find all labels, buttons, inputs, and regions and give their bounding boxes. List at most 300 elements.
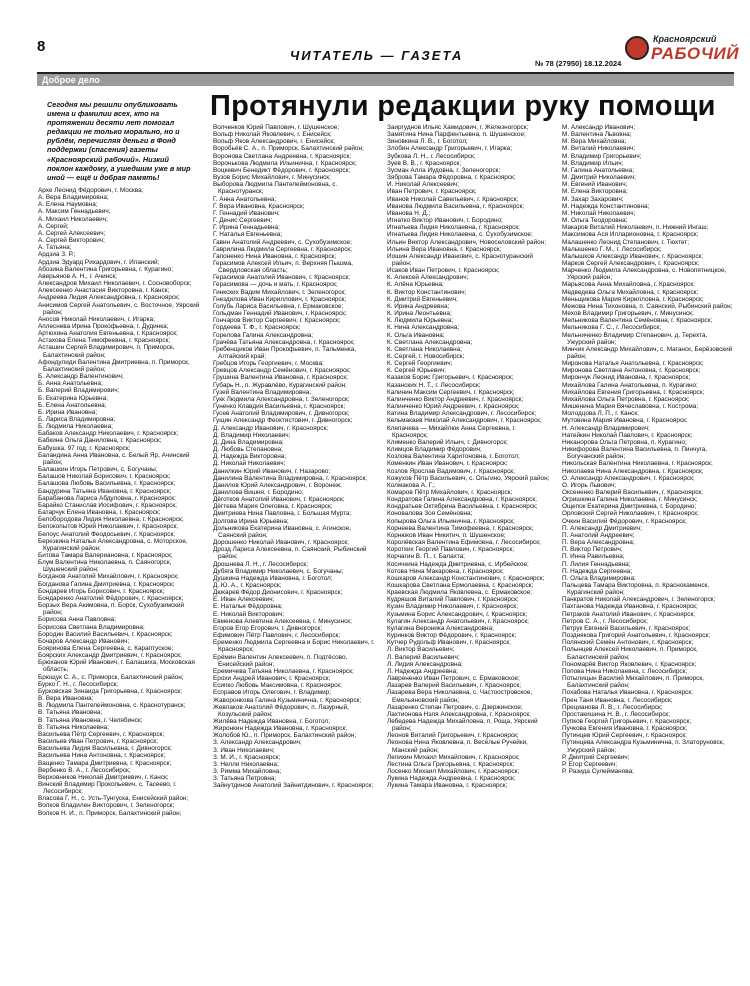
donor-entry: Калинченко Юрий Андреевич, г. Красноярск; xyxy=(387,403,520,411)
donor-entry: Мельникова Валентина Семёновна, г. Красноярск; xyxy=(562,317,713,325)
donor-entry: Косичкина Надежда Дмитриевна, с. Ирбейское; xyxy=(387,560,529,568)
donor-entry: Д. Дина Владимировна; xyxy=(213,438,284,446)
donor-entry: Зусман Алла Иудовна, г. Зеленогорск; xyxy=(387,166,501,174)
donor-entry: Губарь Н., п. Журавлёво, Курагинский район; xyxy=(213,381,347,389)
donor-entry: Е. Иван Алексеевич; xyxy=(213,596,275,604)
donor-entry: В. Татьяна Николаевна; xyxy=(38,723,109,731)
donor-entry: А. Михаил Николаевич; xyxy=(38,215,108,223)
donor-entry: Воробьёв С. А., п. Приморск, Балахтинский район; xyxy=(213,145,364,153)
donor-entry: Есправов Игорь Олегович, г. Владимир; xyxy=(213,689,332,697)
donor-entry: Лахтионова Нэля Александровна, г. Красноярск; xyxy=(387,710,531,718)
donor-entry: К. Светлана Александровна; xyxy=(387,338,473,346)
donor-entry: Вольф Николай Яковлевич, г. Енисейск; xyxy=(213,131,332,139)
donor-entry: Петрук Евгений Васильевич, г. Красноярск; xyxy=(562,624,690,632)
donor-entry: Лукина Надежда Андреевна, г. Красноярск; xyxy=(387,775,516,783)
donor-entry: Винский Владимир Прокопьевич, с. Тасеево, г. Лесосибирск; xyxy=(38,780,177,796)
donor-entry: Климцов Владимир Фёдорович; xyxy=(387,446,482,454)
donor-entry: Орловский Сергей Николаевич, г. Красноярск; xyxy=(562,510,699,518)
donor-entry: З. Нелли Николаевна; xyxy=(213,760,279,768)
donor-entry: Д. Надежда Викторовна; xyxy=(213,453,287,461)
donor-entry: В. Людмила Пантелеймоновна, с. Краснотуранск; xyxy=(38,702,186,710)
donor-entry: Ващенко Тамара Дмитриевна, г. Красноярск; xyxy=(38,759,172,767)
donor-entry: З. Татьяна Петровна; xyxy=(213,775,277,783)
donor-entry: Голубь Лариса Васильевна, г. Ермаковское; xyxy=(213,302,344,310)
donor-entry: Балашова Любовь Васильевна, г. Красноярск; xyxy=(38,480,176,488)
donor-entry: Корнеева Валентина Тимофеевна, г. Красноярск; xyxy=(387,524,534,532)
donor-entry: Б. Лариса Владимировна; xyxy=(38,416,116,423)
donor-entry: К. Дмитрий Евгеньевич; xyxy=(387,295,458,303)
donor-entry: Р. Егор Сергеевич; xyxy=(562,760,618,768)
donor-entry: М. Вера Михайловна; xyxy=(562,138,627,146)
logo-emblem-icon xyxy=(625,36,649,60)
donor-entry: Петраков Анатолий Иванович, г. Красноярск; xyxy=(562,610,696,618)
donor-entry: Жиронкин Надежда Ивановна, г. Красноярск; xyxy=(213,725,348,733)
donor-entry: Блум Валентина Николаевна, п. Саяногорск, Шушенский район; xyxy=(38,559,172,574)
donor-entry: Натейкин Николай Павлович, г. Красноярск; xyxy=(562,431,693,439)
donor-entry: Г. Денис Сергеевич; xyxy=(213,217,273,225)
donor-entry: Гольдман Геннадий Иванович, г. Красноярск; xyxy=(213,310,347,318)
donor-entry: М. Елена Викторовна; xyxy=(562,188,628,196)
donor-entry: Зяброва Тамара Фёдоровна, г. Красноярск; xyxy=(387,174,516,182)
donor-entry: М. Ольга Теодоровна; xyxy=(562,217,628,225)
donor-entry: Жолобов Ю., п. Приморск, Балахтинский район; xyxy=(213,732,357,740)
donor-entry: К. Ирина Андреевна; xyxy=(387,302,450,310)
donor-entry: Зиновкина Л. В., г. Боготол; xyxy=(387,138,468,146)
donor-entry: Дёготков Анатолий Иванович, г. Красноярск; xyxy=(213,496,345,504)
donor-entry: Путинцева Александра Кузьминична, п. Златоруновск, Ужурский район; xyxy=(562,739,725,754)
donor-entry: Казанских Н. Т., г. Лесосибирск; xyxy=(387,381,481,389)
donor-entry: Бабушка, 97 год, г. Красноярск; xyxy=(38,444,131,452)
donor-entry: Власова Г. Н., с. Усть-Тунгуска, Енисейский район; xyxy=(38,795,189,803)
donor-entry: Андреева Лидия Александровна, г. Красноярск; xyxy=(38,294,180,302)
donor-entry: Меньщикова Мария Кирилловна, г. Красноярск; xyxy=(562,295,704,303)
donor-entry: Гущин Александр Феоктистович, г. Дивногорск; xyxy=(213,417,353,425)
donor-entry: Дмитриева Нина Павловна, г. Большая Мурта; xyxy=(213,510,352,518)
donor-entry: Корчагин В. П., г. Балахта; xyxy=(387,553,465,561)
donor-entry: Краевская Людмила Яковлевна, с. Ермаковское; xyxy=(387,589,533,597)
donor-entry: Гордеева Т. Ф., г. Красноярск; xyxy=(213,324,301,332)
donor-entry: Козлов Ярослав Вадимович, г. Красноярск; xyxy=(387,467,515,475)
donor-entry: Мирончук Леонид Ивановна, г. Красноярск; xyxy=(562,374,691,382)
donor-entry: Архе Леонид Фёдорович, г. Москва; xyxy=(38,187,144,194)
donor-entry: Данилов Юрий Александрович, г. Воронеж; xyxy=(213,481,342,489)
donor-entry: Кожухов Пётр Васильевич, с. Ольгино, Уярский район; xyxy=(387,474,550,482)
donor-entry: Л. Надежда Андреевна; xyxy=(387,667,458,675)
donor-entry: Боярских Александр Дмитриевич, г. Красноярск; xyxy=(38,652,182,660)
donor-entry: Л. Виктор Васильевич; xyxy=(387,646,455,654)
donor-entry: М. Дмитрий Николаевич; xyxy=(562,174,636,182)
donor-entry: Ерохи Андрей Иванович, г. Красноярск; xyxy=(213,675,331,683)
donor-entry: Гузей Валентина Владимировна; xyxy=(213,388,312,396)
donor-entry: П. Надежда Сергеевна; xyxy=(562,567,633,575)
article-headline: Протянули редакции руку помощи xyxy=(210,90,716,122)
donor-entry: К. Виктор Константинович; xyxy=(387,288,467,296)
donor-entry: Герасимов Анатолий Иванович, г. Красноярск; xyxy=(213,274,351,282)
donor-entry: А. Сергей Викторович; xyxy=(38,237,105,245)
donor-entry: А. Вера Владимировна; xyxy=(38,194,109,202)
donor-entry: Пупков Георгий Григорьевич, г. Красноярск; xyxy=(562,717,692,725)
donor-entry: М. Надежда Константиновна; xyxy=(562,202,650,210)
donor-entry: Максимова Ася Илларионовна, г. Красноярск; xyxy=(562,231,699,239)
donor-entry: П. Лилия Геннадьевна; xyxy=(562,560,631,568)
donor-entry: Зуев В. В., г. Красноярск; xyxy=(387,159,462,167)
donor-entry: Д. Владимир Николаевич; xyxy=(213,431,291,439)
donor-entry: Кузин Владимир Николаевич, г. Красноярск; xyxy=(387,603,519,611)
article-intro: Сегодня мы решили опубликовать имена и фамилии всех, кто на протяжении десяти лет помогал редакции не только морально, но и рублём, перечисляя деньги в Фонд поддержки (спасения) газеты «Красноярский рабочий». Низкий поклон каждому, а ушедшим уже в мир иной — ещё и добрая память! xyxy=(47,100,191,182)
donor-entry: Батарчук Елена Ивановна, г. Красноярск; xyxy=(38,509,161,517)
donor-entry: Евменова Алевтина Алексеевна, г. Минусинск; xyxy=(213,617,352,625)
donor-entry: А. Сергей; xyxy=(38,222,69,230)
donor-entry: Клепачева — Михайлюк Анна Сергеевна, г. Красноярск; xyxy=(387,424,516,439)
donor-entry: Кельмакаев Николай Александрович, г. Красноярск; xyxy=(387,417,542,425)
donor-entry: Очкин Василий Фёдорович, г. Красноярск; xyxy=(562,517,687,525)
donor-entry: Коротких Георгий Павлович, г. Красноярск; xyxy=(387,546,515,554)
donor-entry: Дёгтева Мария Олеговна, г. Красноярск; xyxy=(213,503,333,511)
donor-entry: Марьясова Анна Михайловна, г. Красноярск; xyxy=(562,281,695,289)
donor-entry: Лаврененко Иван Петрович, с. Ермаковское; xyxy=(387,675,520,683)
donor-entry: Д. Александр Иванович, г. Красноярск; xyxy=(213,424,329,432)
donor-entry: Бояринова Елена Сергеевна, с. Караптуское; xyxy=(38,645,174,652)
donor-entry: П. Анатолий Андреевич; xyxy=(562,531,635,539)
donor-entry: Кулагина Вероника Александровна; xyxy=(387,624,494,632)
donor-entry: Барабанова Лариса Абдуловна, г. Красноярск; xyxy=(38,494,176,502)
donor-entry: Малышенко Г. М., г. Лесосибирск; xyxy=(562,245,662,253)
donor-entry: Душкина Надежда Ивановна, г. Боготол; xyxy=(213,574,333,582)
donor-entry: Прен Таня Ивановна, г. Лесосибирск; xyxy=(562,696,673,704)
donor-entry: А. Сергей Алексеевич; xyxy=(38,229,106,237)
donor-entry: В. Татьяна Ивановна; xyxy=(38,709,103,717)
donor-entry: Жилёва Надежда Ивановна, г. Боготол; xyxy=(213,717,330,725)
donor-entry: Лазарева Вера Николаевна, с. Частоостровское, Емельяновский район; xyxy=(387,689,533,704)
rubric-label: Доброе дело xyxy=(42,75,100,85)
donor-entry: Петров С. А., г. Лесосибирск; xyxy=(562,617,648,625)
donor-entry: Никольская Валентина Николаевна, г. Красноярск; xyxy=(562,460,713,468)
donor-entry: Васильева Лидия Васильевна, г. Дивногорск; xyxy=(38,745,172,753)
donor-entry: Данилкин Юрий Иванович, г. Назарово; xyxy=(213,467,331,475)
donor-entry: А. Елена Наумовна; xyxy=(38,201,98,209)
donor-entry: Михайлова Галина Анатольевна, п. Курагино; xyxy=(562,381,698,389)
donor-entry: Замятина Нина Парфентьевна, п. Шушенское; xyxy=(387,131,526,139)
donor-entry: Дубяга Владимир Николаевич, с. Богучаны; xyxy=(213,567,344,575)
donor-entry: Березкина Наталья Александровна, с. Моторское, Курагинский район; xyxy=(38,537,188,552)
donor-entry: Бурко Г. Н., г. Лесосибирск; xyxy=(38,680,119,688)
names-column-3 xyxy=(387,124,552,790)
donor-entry: Б. Александр Валентинович; xyxy=(38,373,124,381)
donor-entry: П. Ольга Владимировна; xyxy=(562,574,636,582)
donor-entry: Никанорова Ольга Петровна, п. Курагино; xyxy=(562,438,687,446)
donor-entry: Лосенко Михаил Михайлович, г. Красноярск; xyxy=(387,768,520,776)
donor-entry: Исаков Иван Петрович, г. Красноярск; xyxy=(387,267,500,275)
donor-entry: М. Захар Захарович; xyxy=(562,195,624,203)
donor-entry: Кондратова Галина Александровна, г. Красноярск; xyxy=(387,496,537,504)
newspaper-logo xyxy=(625,30,739,68)
donor-entry: Корнюков Иван Никитич, п. Шушенское; xyxy=(387,531,506,539)
donor-entry: Мельникова Г. С., г. Лесосибирск; xyxy=(562,324,662,332)
donor-entry: Заиргуднов Ильяс Хамидович, г. Железногорск; xyxy=(387,124,529,131)
donor-entry: Б. Анна Анатольевна; xyxy=(38,380,103,388)
donor-entry: Иван Петрович, г. Красноярск; xyxy=(387,188,477,196)
donor-entry: Воцкевич Бенедикт Фёдорович, г. Красноярск; xyxy=(213,166,351,174)
donor-entry: Огришкина Галина Николаевна, г. Минусинск; xyxy=(562,496,698,504)
donor-entry: Г. Анна Анатольевна; xyxy=(213,195,277,203)
donor-entry: Калинин Максим Сергеевич, г. Красноярск; xyxy=(387,388,515,396)
logo-text-top: Красноярский xyxy=(653,34,717,44)
donor-entry: Малашенко Леонид Степанович, г. Тюхтет; xyxy=(562,238,689,246)
donor-entry: Пальцева Тамара Викторовна, п. Краснокаменск, Курагинский район; xyxy=(562,582,710,597)
donor-entry: К. Людмила Юрьевна; xyxy=(387,317,454,325)
donor-entry: Мехов Владимир Григорьевич, г. Минусинск; xyxy=(562,310,694,318)
donor-entry: Гукк Людмила Александровна, г. Зеленогорск; xyxy=(213,395,350,403)
donor-entry: В. Татьяна Ивановна, г. Челябинск; xyxy=(38,716,143,724)
donor-entry: Пучкова Евгения Ивановна, г. Красноярск; xyxy=(562,725,688,733)
page-number: 8 xyxy=(37,38,46,55)
donor-entry: Гусев Анатолий Владимирович, г. Дивногорск; xyxy=(213,410,350,418)
donor-entry: Кондратьев Октябрина Васильевна, г. Красноярск; xyxy=(387,503,538,511)
donor-entry: Клименко Валерий Ильич, г. Дивногорск; xyxy=(387,438,508,446)
donor-entry: Долгова Ирина Юрьевна; xyxy=(213,517,289,525)
donor-entry: Бондарев Игорь Борисович, г. Красноярск; xyxy=(38,587,165,595)
donor-entry: Г. Ирина Геннадьевна; xyxy=(213,224,280,232)
donor-entry: Бочаров Александр Иванович; xyxy=(38,637,130,645)
donor-entry: П. Александр Дмитриевич; xyxy=(562,524,642,532)
donor-entry: Аносов Николай Николаевич, г. Игарка; xyxy=(38,315,155,323)
donor-entry: Кулагин Александр Анатольевич, г. Красноярск; xyxy=(387,617,529,625)
donor-entry: Е. Наталья Фёдоровна; xyxy=(213,603,283,611)
donor-entry: Вузов Борис Михайлович, г. Минусинск; xyxy=(213,174,331,182)
donor-entry: Бабкина Ольга Даниловна, г. Красноярск; xyxy=(38,437,162,445)
donor-entry: Выборова Людмила Пантелеймоновна, с. Краснотуранск; xyxy=(213,181,338,196)
donor-entry: М. Виталий Николаевич; xyxy=(562,145,636,153)
donor-entry: Алексеенко Анастасия Викторовна, г. Канск; xyxy=(38,287,170,295)
donor-entry: О. Александр Александрович, г. Красноярск; xyxy=(562,474,695,482)
donor-entry: Ефимович Пётр Павлович, г. Лесосибирск; xyxy=(213,632,341,640)
donor-entry: Ильина Вера Ивановна, г. Красноярск; xyxy=(387,245,502,253)
donor-entry: Михайлова Евгения Григорьевна, г. Красноярск; xyxy=(562,388,705,396)
donor-entry: Кошкарова Светлана Ермолаевна, г. Красноярск; xyxy=(387,582,534,589)
donor-entry: Гаврилина Людмила Сергеевна, г. Красноярск; xyxy=(213,245,352,253)
donor-entry: Пономарёв Виктор Яковлевич, г. Красноярск; xyxy=(562,660,697,668)
donor-entry: Леонов Виталий Григорьевич, г. Красноярск; xyxy=(387,732,519,740)
donor-entry: Колмакова А. Г.; xyxy=(387,481,435,489)
donor-entry: Прецианова Л. В., г. Лесосибирск; xyxy=(562,703,663,711)
donor-entry: Гребцов Игорь Георгиевич, г. Москва; xyxy=(213,360,324,368)
donor-entry: Барайко Станислав Иосифович, г. Красноярск; xyxy=(38,501,177,509)
donor-entry: Александров Михаил Николаевич, г. Сосновоборск; xyxy=(38,280,192,288)
donor-entry: Мишенина Мария Вячеславовна, г. Кострома; xyxy=(562,403,699,411)
section-title: ЧИТАТЕЛЬ — ГАЗЕТА xyxy=(290,48,464,63)
donor-entry: Н. Александр Владимирович; xyxy=(562,424,650,432)
donor-entry: Еременко Людмила Сергеевна и Борис Николаевич, г. Красноярск; xyxy=(213,639,375,654)
rubric-bar xyxy=(37,74,734,86)
donor-entry: Б. Людмила Николаевна; xyxy=(38,423,113,431)
donor-entry: Бабаков Александр Николаевич, г. Красноярск; xyxy=(38,430,179,438)
donor-entry: Катина Владимир Александрович, г. Лесосибирск; xyxy=(387,410,536,418)
donor-entry: Полынцев Алексей Николаевич, п. Приморск, Балахтинский район; xyxy=(562,646,698,661)
donor-entry: Ардзиа Эдуард Рихардович, г. Иланский; xyxy=(38,258,160,266)
donor-entry: Васильева Пётр Сергеевич, г. Красноярск; xyxy=(38,730,165,738)
donor-entry: З. Александр Александрович; xyxy=(213,739,302,747)
donor-entry: Медведева Ольга Михайловна, г. Красноярск; xyxy=(562,288,699,296)
donor-entry: Оксененко Валерий Васильевич, г. Красноярск; xyxy=(562,488,703,496)
donor-entry: Л. Лидия Александровна; xyxy=(387,660,463,668)
donor-entry: Белобородова Лидия Николаевна, г. Красноярск; xyxy=(38,516,184,524)
donor-entry: К. Алексей Александрович; xyxy=(387,274,469,282)
donor-entry: М. Николай Николаевич; xyxy=(562,209,636,217)
donor-entry: Потылицын Василий Михайлович, п. Приморск, Балахтинский район; xyxy=(562,675,704,690)
donor-entry: М. Евгений Иванович; xyxy=(562,181,628,189)
donor-entry: К. Сергей, г. Новосибирск; xyxy=(387,353,465,360)
names-column-1 xyxy=(38,187,200,817)
donor-entry: Похабова Наталья Ивановна, г. Красноярск; xyxy=(562,689,693,697)
donor-entry: Д. Любовь Степановна; xyxy=(213,446,283,454)
donor-entry: Борисова Светлана Владимировна; xyxy=(38,623,145,631)
donor-entry: Иванова Людмила Васильевна, г. Красноярск; xyxy=(387,202,525,210)
donor-entry: Васильева Нина Антоновна, г. Красноярск; xyxy=(38,752,166,760)
donor-entry: Леонова Нина Яковлевна, п. Весёлые Ручейки, Манский район; xyxy=(387,739,528,754)
donor-entry: Г. Вера Ивановна, Красноярск; xyxy=(213,202,305,210)
donor-entry: Баландина Анна Ивановна, с. Белый Яр, Ачинский район; xyxy=(38,451,190,466)
donor-entry: М. Владимир Григорьевич; xyxy=(562,152,642,160)
donor-entry: Полянский Семён Антонович, г. Красноярск; xyxy=(562,639,694,647)
donor-entry: Дольникова Екатерина Ивановна, с. Агинское, Саянский район; xyxy=(213,524,352,539)
donor-entry: Миронова Наталья Анатольевна, г. Красноярск; xyxy=(562,360,704,368)
donor-entry: М. Валентина Львовна; xyxy=(562,131,632,139)
donor-entry: Данилина Валентина Владимировна, г. Красноярск; xyxy=(213,474,368,482)
donor-entry: Дрозд Лариса Алексеевна, п. Саянский, Рыбинский район; xyxy=(213,546,367,561)
donor-entry: Жевлаков Анатолий Фёдорович, п. Лазурный, Козульский район; xyxy=(213,703,349,718)
donor-entry: Минчик Александр Михайлович, с. Маганск, Берёзовский район; xyxy=(562,345,733,360)
donor-entry: Позднякова Григорий Анатольевич, г. Красноярск; xyxy=(562,632,711,640)
donor-entry: Г. Наталья Евгеньевна; xyxy=(213,231,283,239)
donor-entry: Г. Геннадий Иванович; xyxy=(213,209,280,217)
donor-entry: Л. Валерий Васильевич; xyxy=(387,653,460,661)
donor-entry: Брющук С. А., с. Приморск, Балахтинский район; xyxy=(38,673,184,681)
donor-entry: Бурковская Зинаида Григорьевна, г. Красноярск; xyxy=(38,687,182,695)
donor-entry: Игнатьева Лидия Николаевна, г. Красноярск; xyxy=(387,224,520,232)
donor-entry: Лукина Тамара Ивановна, г. Красноярск; xyxy=(387,782,508,790)
donor-entry: Гнездилова Иван Кириллович, г. Красноярск; xyxy=(213,295,347,303)
donor-entry: Дрошнева Л. Н., г. Лесосибирск; xyxy=(213,560,308,568)
donor-entry: Лебедева Надежда Михайловна, п. Роща, Уярский район; xyxy=(387,717,538,733)
donor-entry: Кудряшов Виталий Павлович, г. Красноярск; xyxy=(387,596,519,604)
donor-entry: Кутчер Рудольф Иванович, г. Красноярск; xyxy=(387,639,511,647)
donor-entry: Брюханов Юрий Иванович, г. Балашиха, Московская область; xyxy=(38,659,195,674)
donor-entry: Горелова Галина Александровна; xyxy=(213,331,314,339)
donor-entry: Герасимова — дочь и мать, г. Красноярск; xyxy=(213,281,338,289)
donor-entry: П. Инна Равильевна; xyxy=(562,553,625,561)
issue-info: № 78 (27950) 18.12.2024 xyxy=(535,59,622,68)
donor-entry: Иванова Н. Д.; xyxy=(387,209,431,217)
donor-entry: Комаров Пётр Михайлович, г. Красноярск; xyxy=(387,488,513,496)
donor-entry: Марков Сергей Александрович, г. Красноярск; xyxy=(562,259,700,267)
donor-entry: Ильин Виктор Александрович, Новоселовский район; xyxy=(387,238,547,246)
donor-entry: Гончаров Виктор Сергеевич, г. Красноярск; xyxy=(213,317,341,325)
logo-text-bottom: РАБОЧИЙ xyxy=(651,44,739,63)
donor-entry: Лепихин Михаил Михайлович, г. Красноярск; xyxy=(387,753,520,761)
donor-entry: П. Вера Александровна; xyxy=(562,539,635,547)
donor-entry: Грачёва Татьяна Александровна, г. Красноярск; xyxy=(213,338,355,346)
donor-entry: К. Светлана Николаевна; xyxy=(387,345,463,353)
donor-entry: Дюкарев Фёдор Дионисович, г. Красноярск; xyxy=(213,589,343,597)
donor-entry: З. Иван Николаевич; xyxy=(213,746,275,754)
donor-entry: Белоус Анатолий Феодосьевич, г. Красноярск; xyxy=(38,530,176,538)
donor-entry: К. Сергей Георгиевич; xyxy=(387,360,453,368)
donor-entry: Астахова Елена Тимофеевна, г. Красноярск; xyxy=(38,337,171,345)
donor-entry: Волков Владилен Викторович, г. Зеленогорск; xyxy=(38,802,175,810)
donor-entry: Гребенщиков Иван Прокофьевич, п. Тальменка, Алтайский край; xyxy=(213,345,357,360)
donor-entry: В. Вера Ивановна; xyxy=(38,695,94,703)
donor-entry: Борзых Вера Акимовна, п. Борск, Сухобузимский район; xyxy=(38,602,185,617)
donor-entry: Простакишина Н. В., г. Лесосибирск; xyxy=(562,710,670,718)
donor-entry: Ощепок Екатерина Дмитриевна, г. Бородино; xyxy=(562,503,697,511)
donor-entry: Волков Н. И., п. Приморск, Балахтинский район; xyxy=(38,809,182,817)
donor-entry: Гревцов Александр Семёнович, г. Красноярск; xyxy=(213,367,351,375)
donor-entry: Мутовина Мария Ивановна, г. Красноярск; xyxy=(562,417,688,425)
donor-entry: Николаева Нина Александровна, г. Красноярск; xyxy=(562,467,704,475)
donor-entry: Есипко Любовь Максимовна, г. Красноярск; xyxy=(213,682,342,690)
donor-entry: Ардзиа З. Р.; xyxy=(38,251,76,259)
donor-entry: М. Галина Анатольевна; xyxy=(562,166,635,174)
donor-entry: Б. Ирина Ивановна; xyxy=(38,408,98,416)
donor-entry: Волченков Юрий Павлович, г. Шушенское; xyxy=(213,124,340,131)
donor-entry: Игнатко Виктор Иванович, г. Бородино; xyxy=(387,217,503,225)
donor-entry: Казаков Борис Григорьевич, г. Красноярск; xyxy=(387,374,514,382)
donor-entry: Марченко Людмила Александровна, с. Новопятницкое, Уярский район; xyxy=(562,267,727,282)
donor-entry: Бородин Василий Васильевич, г. Красноярск; xyxy=(38,630,173,638)
donor-entry: Балашкин Игорь Петрович, с. Богучаны; xyxy=(38,466,158,474)
donor-entry: Битова Тамара Валериановна, г. Красноярск; xyxy=(38,551,173,559)
donor-entry: Абозина Валентина Григорьевна, г. Курагино; xyxy=(38,265,174,273)
donor-entry: Коменкин Иван Иванович, г. Красноярск; xyxy=(387,460,508,468)
donor-entry: Ерёмин Валентин Алексеевич, п. Подтёсово, Енисейский район; xyxy=(213,653,348,668)
donor-entry: Д. Николай Николаевич; xyxy=(213,460,286,468)
donor-entry: Пахтанова Надежда Ивановна, г. Красноярск; xyxy=(562,603,698,611)
donor-entry: Егоров Егор Егорович, г. Дивногорск; xyxy=(213,624,323,632)
donor-entry: Грушина Валентина Ивановна, г. Красноярск; xyxy=(213,374,348,382)
names-column-4 xyxy=(562,124,734,775)
donor-entry: Борисова Анна Павловна; xyxy=(38,616,117,624)
donor-entry: Б. Екатерина Юрьевна; xyxy=(38,394,108,402)
donor-entry: Е. Николай Викторович; xyxy=(213,610,285,618)
donor-entry: Гавин Анатолий Андреевич, с. Сухобузимское; xyxy=(213,238,352,246)
donor-entry: Бандурина Татьяна Ивановна, г. Красноярск; xyxy=(38,487,172,495)
donor-entry: Р. Дмитрий Сергеевич; xyxy=(562,753,630,761)
donor-entry: Еремичева Татьяна Николаевна, г. Красноярск; xyxy=(213,667,354,675)
donor-entry: Вольф Яков Александрович, г. Енисейск; xyxy=(213,138,335,146)
donor-entry: Калинченко Виктор Андреевич, г. Красноярск; xyxy=(387,395,524,403)
donor-entry: Богданов Анатолий Михайлович, г. Красноярск; xyxy=(38,573,179,581)
donor-entry: М. Владимир Ильич; xyxy=(562,159,624,167)
donor-entry: Гуненко Клавдия Васильевна, г. Красноярск; xyxy=(213,403,346,411)
donor-entry: Богданова Галина Дмитриевна, г. Красноярск; xyxy=(38,580,175,588)
donor-entry: Попова Нина Николаевна, г. Лесосибирск; xyxy=(562,667,688,675)
donor-entry: А. Максим Геннадьевич; xyxy=(38,208,111,216)
donor-entry: Данилова Вишня, г. Бородино; xyxy=(213,488,304,496)
donor-entry: Иванов Николай Савельевич, г. Красноярск; xyxy=(387,195,519,203)
donor-entry: Асташин Сергей Владимирович, п. Приморск, Балахтинский район; xyxy=(38,344,175,359)
donor-entry: Васильев Иван Петрович, г. Красноярск; xyxy=(38,738,158,746)
donor-entry: К. Сергей Юрьевич; xyxy=(387,367,447,375)
donor-entry: Лазаренко Степан Петрович, с. Дзержинское; xyxy=(387,703,523,711)
donor-entry: Путинцев Юрий Сергеевич, г. Красноярск; xyxy=(562,732,687,740)
donor-entry: Верховников Николай Дмитриевич, г. Канск; xyxy=(38,773,169,781)
donor-entry: Миронова Светлана Антоновна, г. Красноярск; xyxy=(562,367,701,375)
donor-entry: Малышков Александр Иванович, г. Красноярск; xyxy=(562,252,704,260)
donor-entry: З. Римма Михайловна; xyxy=(213,768,282,776)
donor-entry: Б. Валерий Владимирович; xyxy=(38,387,120,395)
donor-entry: Д. Ю. А., г. Красноярск; xyxy=(213,582,282,589)
donor-entry: И. Николай Алексеевич; xyxy=(387,181,460,189)
